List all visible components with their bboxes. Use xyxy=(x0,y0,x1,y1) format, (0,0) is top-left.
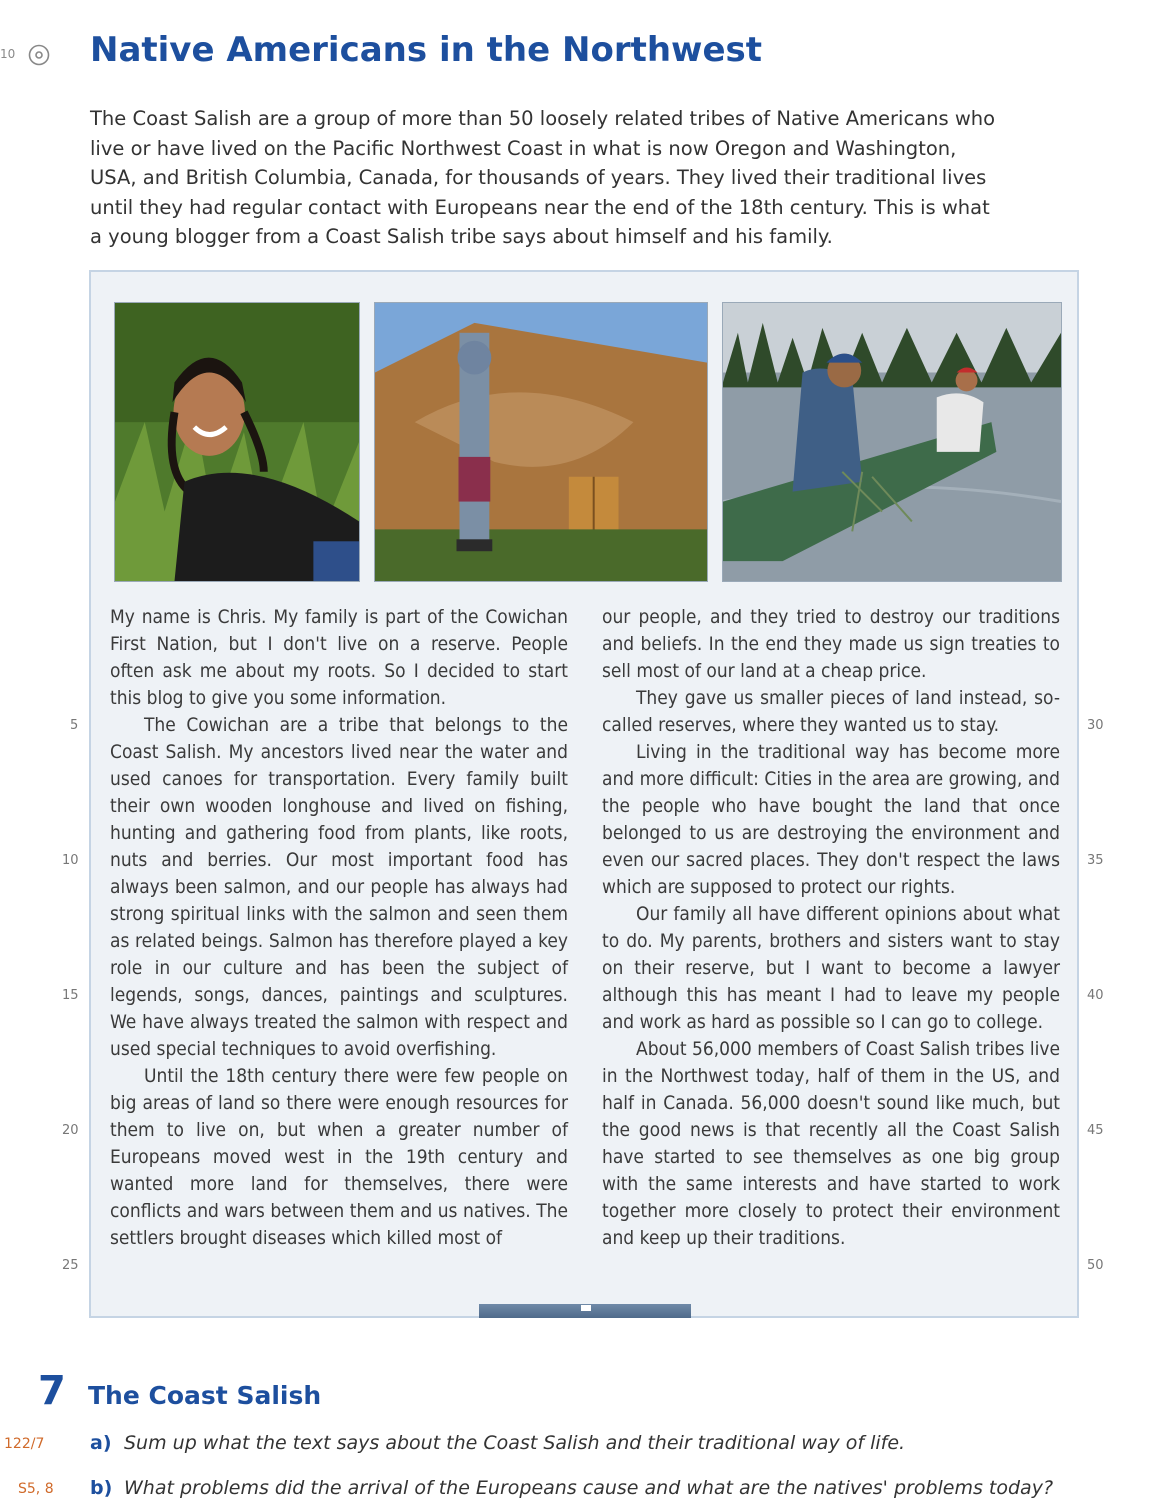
intro-line: The Coast Salish are a group of more than 50 loosely related tribes of Native Americans who xyxy=(90,107,996,130)
men-fishing-in-canoe-photo xyxy=(722,302,1062,582)
page-number: 10 xyxy=(0,47,16,61)
line-number: 15 xyxy=(62,988,79,1003)
line-number: 30 xyxy=(1087,718,1104,733)
line-number: 10 xyxy=(62,853,79,868)
question-text: Sum up what the text says about the Coast Salish and their traditional way of life. xyxy=(124,1432,906,1454)
line-number: 5 xyxy=(70,718,79,733)
intro-line: live or have lived on the Pacific Northwest Coast in what is now Oregon and Washington, xyxy=(90,136,957,160)
article-paragraph: About 56,000 members of Coast Salish tribes live in the Northwest today, half of them in the US, and half in Canada. 56,000 doesn't sound like much, but the good news is that recently all the Coast Salish have started to see themselves as one big group with the same interests and have started to work together more closely to protect their environment and keep up their traditions. xyxy=(602,1038,1060,1249)
intro-line: a young blogger from a Coast Salish tribe says about himself and his family. xyxy=(90,225,833,248)
page-title: Native Americans in the Northwest xyxy=(90,30,763,70)
exercise-number: 7 xyxy=(38,1368,66,1414)
article-paragraph: Until the 18th century there were few people on big areas of land so there were enough resources for them to live on, but when a greater number of Europeans moved west in the 19th century and wanted more land for themselves, there were conflicts and wars between them and us natives. The settlers brought diseases which killed most of xyxy=(110,1065,568,1249)
line-number: 20 xyxy=(62,1123,79,1138)
skills-reference: S5, 8 xyxy=(18,1481,54,1497)
line-number: 45 xyxy=(1087,1123,1104,1138)
line-number: 35 xyxy=(1087,853,1104,868)
article-left-column xyxy=(110,604,568,1252)
question-text: What problems did the arrival of the Europeans cause and what are the natives' problems today? xyxy=(124,1477,1054,1499)
article-paragraph: My name is Chris. My family is part of the Cowichan First Nation, but I don't live on a reserve. People often ask me about my roots. So I decided to start this blog to give you some information. xyxy=(110,606,568,709)
article-paragraph: The Cowichan are a tribe that belongs to the Coast Salish. My ancestors lived near the water and used canoes for transportation. Every family built their own wooden longhouse and lived on fishing, hunting and gathering food from plants, like roots, nuts and berries. Our most important food has always been salmon, and our people has always had strong spiritual links with the salmon and seen them as related beings. Salmon has therefore played a key role in our culture and has been the subject of legends, songs, dances, paintings and sculptures. We have always treated the salmon with respect and used special techniques to avoid overfishing. xyxy=(110,714,568,1060)
intro-line: until they had regular contact with Europeans near the end of the 18th century. This is what xyxy=(90,195,990,219)
cd-audio-icon[interactable] xyxy=(28,44,50,66)
intro-line: USA, and British Columbia, Canada, for thousands of years. They lived their traditional lives xyxy=(90,166,987,189)
question-letter: b) xyxy=(90,1477,113,1499)
question-letter: a) xyxy=(90,1432,112,1454)
box-tab-marker xyxy=(581,1305,591,1311)
line-number: 40 xyxy=(1087,988,1104,1003)
article-paragraph: our people, and they tried to destroy our traditions and beliefs. In the end they made us sign treaties to sell most of our land at a cheap price. xyxy=(602,606,1060,682)
smiling-young-man-in-grass-photo xyxy=(114,302,360,582)
exercise-title: The Coast Salish xyxy=(88,1381,322,1410)
totem-pole-and-longhouse-photo xyxy=(374,302,708,582)
line-number: 25 xyxy=(62,1258,79,1273)
workbook-reference: 122/7 xyxy=(4,1436,45,1452)
intro-paragraph xyxy=(90,104,1010,252)
line-number: 50 xyxy=(1087,1258,1104,1273)
article-paragraph: They gave us smaller pieces of land instead, so-called reserves, where they wanted us to stay. xyxy=(602,687,1060,736)
article-paragraph: Living in the traditional way has become more and more difficult: Cities in the area are growing, and the people who have bought the land that once belonged to us are destroying the environment and even our sacred places. They don't respect the laws which are supposed to protect our rights. xyxy=(602,741,1060,898)
article-paragraph: Our family all have different opinions about what to do. My parents, brothers and sisters want to stay on their reserve, but I want to become a lawyer although this has meant I had to leave my people and work as hard as possible so I can go to college. xyxy=(602,903,1060,1033)
article-right-column xyxy=(602,604,1060,1252)
